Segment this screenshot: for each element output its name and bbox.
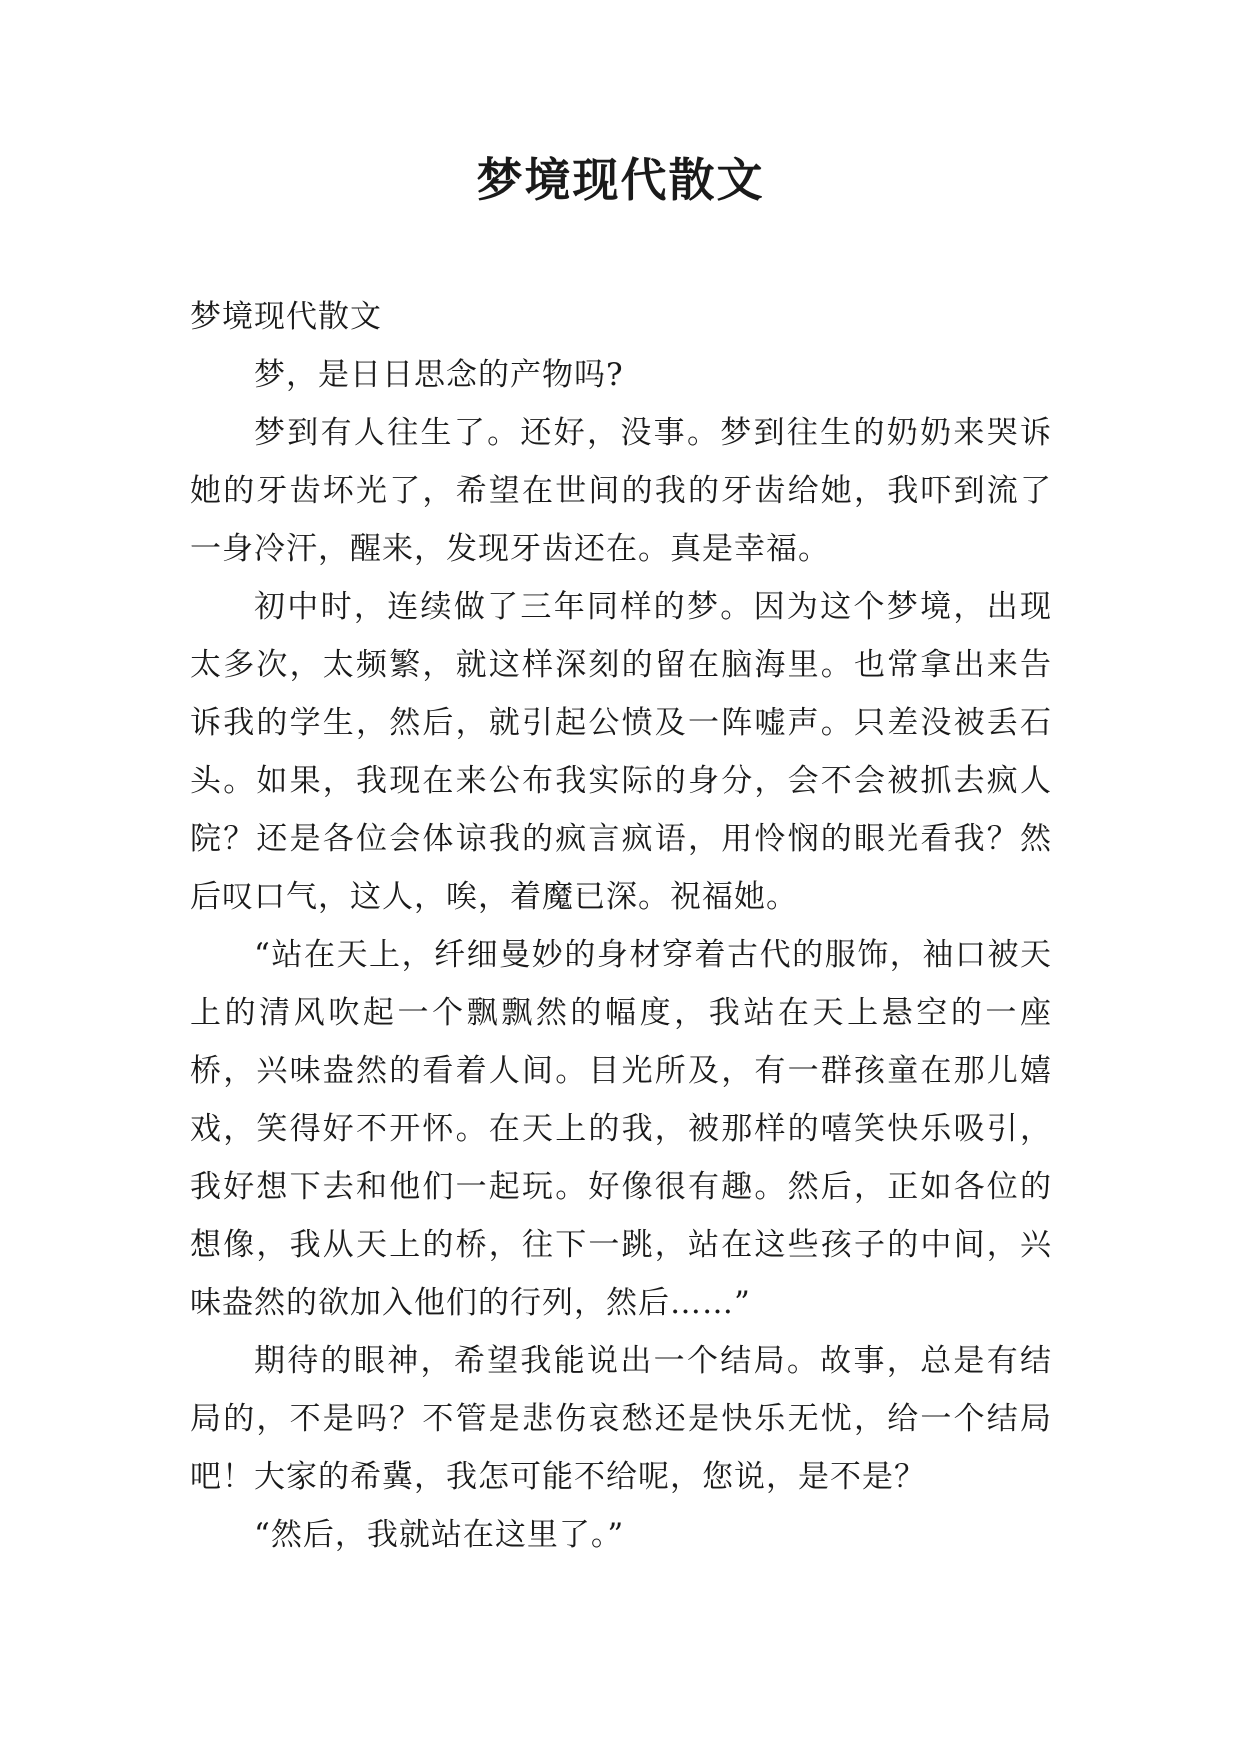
document-body bbox=[190, 288, 1052, 1564]
paragraph: “站在天上，纤细曼妙的身材穿着古代的服饰，袖口被天上的清风吹起一个飘飘然的幅度，我站在天上悬空的一座桥，兴味盎然的看着人间。目光所及，有一群孩童在那儿嬉戏，笑得好不开怀。在天上的我，被那样的嘻笑快乐吸引，我好想下去和他们一起玩。好像很有趣。然后，正如各位的想像，我从天上的桥，往下一跳，站在这些孩子的中间，兴味盎然的欲加入他们的行列，然后……” bbox=[190, 937, 1052, 1321]
document-title: 梦境现代散文 bbox=[476, 153, 765, 207]
paragraph: 梦，是日日思念的产物吗? bbox=[254, 357, 624, 393]
paragraph: 梦到有人往生了。还好，没事。梦到往生的奶奶来哭诉她的牙齿坏光了，希望在世间的我的牙齿给她，我吓到流了一身冷汗，醒来，发现牙齿还在。真是幸福。 bbox=[190, 415, 1052, 567]
document-subtitle: 梦境现代散文 bbox=[190, 299, 382, 335]
paragraph: 初中时，连续做了三年同样的梦。因为这个梦境，出现太多次，太频繁，就这样深刻的留在脑海里。也常拿出来告诉我的学生，然后，就引起公愤及一阵嘘声。只差没被丢石头。如果，我现在来公布我实际的身分，会不会被抓去疯人院？还是各位会体谅我的疯言疯语，用怜悯的眼光看我？然后叹口气，这人，唉，着魔已深。祝福她。 bbox=[190, 589, 1052, 915]
paragraph: 期待的眼神，希望我能说出一个结局。故事，总是有结局的，不是吗？不管是悲伤哀愁还是快乐无忧，给一个结局吧！大家的希冀，我怎可能不给呢，您说，是不是？ bbox=[190, 1343, 1052, 1495]
paragraph: “然后，我就站在这里了。” bbox=[254, 1517, 625, 1553]
